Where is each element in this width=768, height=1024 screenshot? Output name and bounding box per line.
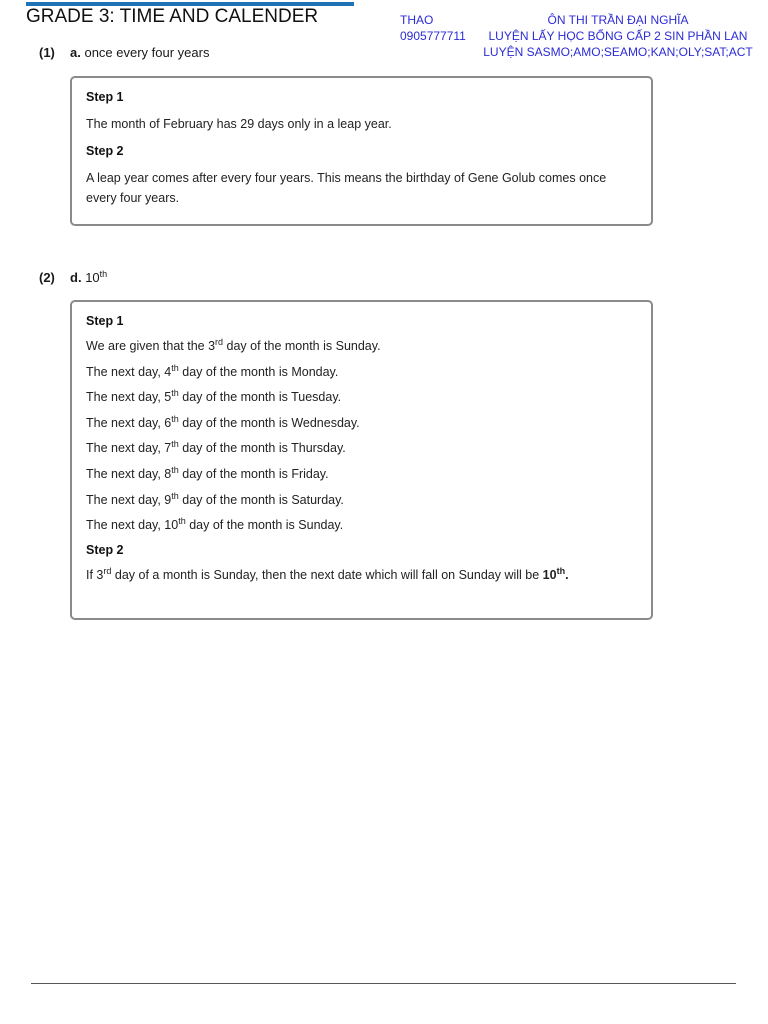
- step-title: Step 1: [86, 90, 124, 104]
- answer-number: 10: [85, 270, 100, 285]
- day-line: The next day, 9th day of the month is Saturday.: [86, 490, 344, 507]
- answer-option: d.: [70, 270, 82, 285]
- tagline-line-3: LUYỆN SASMO;AMO;SEAMO;KAN;OLY;SAT;ACT: [483, 45, 753, 59]
- day-line: The next day, 10th day of the month is Sunday.: [86, 516, 344, 533]
- tagline-block: [470, 12, 766, 60]
- contact-block: [400, 12, 466, 44]
- conclusion-line: If 3rd day of a month is Sunday, then the next date which will fall on Sunday will be 10th.: [86, 565, 569, 582]
- step-title: Step 2: [86, 542, 124, 557]
- day-line: The next day, 6th day of the month is Wednesday.: [86, 413, 360, 430]
- day-line: The next day, 4th day of the month is Monday.: [86, 362, 339, 379]
- footer-rule: [31, 983, 736, 984]
- step-text: A leap year comes after every four years. This means the birthday of Gene Golub comes once every four years.: [86, 171, 607, 205]
- question-number: (1): [39, 45, 55, 60]
- day-line: The next day, 8th day of the month is Friday.: [86, 464, 329, 481]
- question-1-answer-line: [39, 45, 209, 60]
- contact-name: THAO: [400, 13, 434, 27]
- step-title: Step 1: [86, 314, 124, 328]
- day-sequence-list: [86, 338, 637, 533]
- solution-box-1: [70, 76, 653, 226]
- day-line: The next day, 5th day of the month is Tuesday.: [86, 388, 342, 405]
- tagline-line-1: ÔN THI TRẦN ĐẠI NGHĨA: [547, 13, 689, 27]
- step-text: The month of February has 29 days only in a leap year.: [86, 117, 392, 131]
- step-title: Step 2: [86, 144, 124, 158]
- day-line: We are given that the 3rd day of the month is Sunday.: [86, 337, 381, 353]
- page-title: GRADE 3: TIME AND CALENDER: [26, 6, 319, 27]
- answer-option: a.: [70, 45, 81, 60]
- final-answer: 10th.: [542, 565, 569, 582]
- tagline-line-2: LUYỆN LẤY HỌC BỔNG CẤP 2 SIN PHẦN LAN: [488, 29, 748, 43]
- question-number: (2): [39, 270, 55, 285]
- answer-ordinal-suffix: th: [99, 269, 108, 279]
- contact-phone: 0905777711: [400, 29, 466, 43]
- solution-box-2: [70, 300, 653, 620]
- question-2-answer-line: [39, 270, 107, 285]
- day-line: The next day, 7th day of the month is Thursday.: [86, 439, 346, 456]
- answer-text: once every four years: [84, 45, 210, 60]
